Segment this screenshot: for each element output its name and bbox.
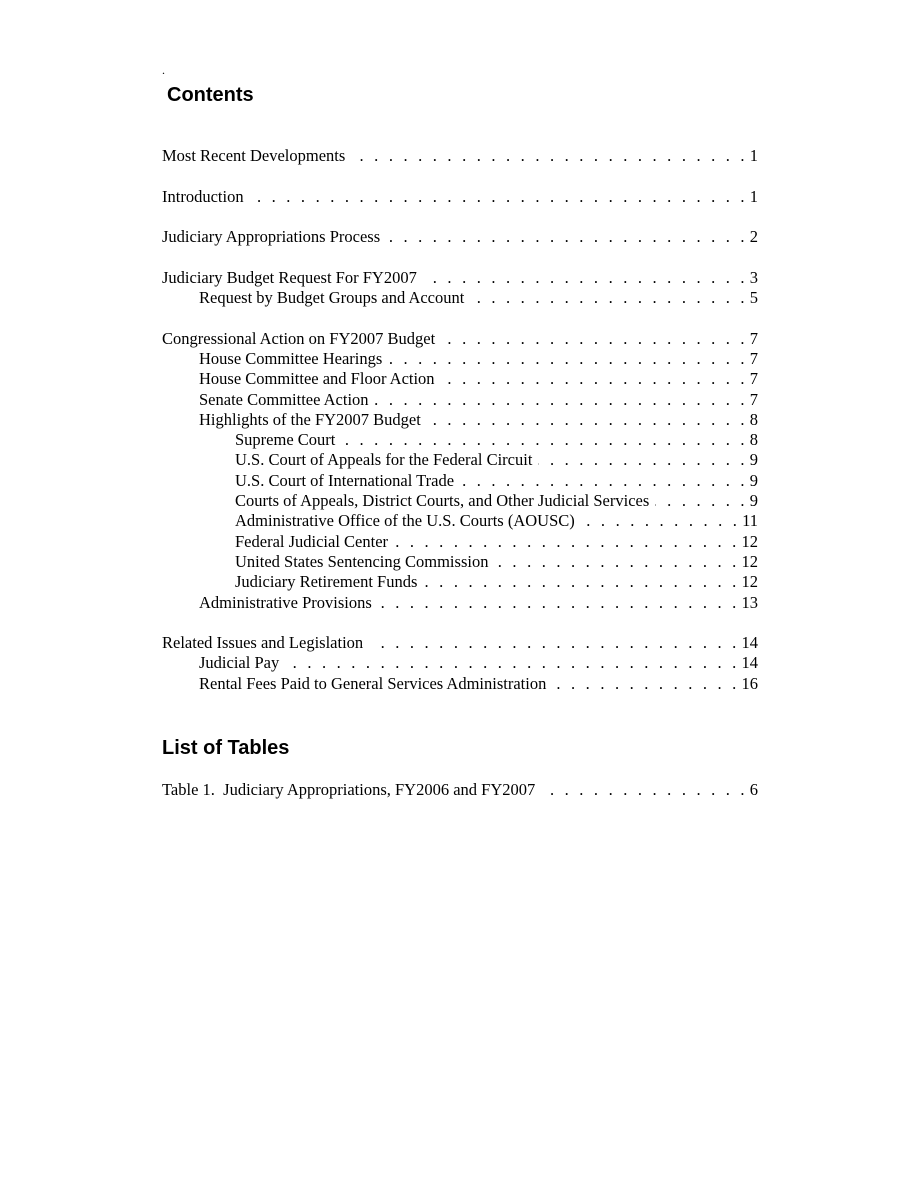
- toc-entry-federal-judicial-center[interactable]: [162, 532, 758, 552]
- dot-leader: [552, 674, 739, 694]
- toc-entry-judicial-pay[interactable]: [162, 653, 758, 673]
- dot-leader: [541, 780, 747, 800]
- toc-entry-retirement-funds[interactable]: [162, 572, 758, 592]
- toc-entry-judiciary-appropriations-process[interactable]: [162, 227, 758, 247]
- dot-leader: [378, 593, 740, 613]
- toc-entry-title: Judicial Pay: [199, 653, 280, 673]
- toc-entry-page: 8: [749, 409, 758, 429]
- toc-entry-title: Judiciary Retirement Funds: [235, 572, 418, 592]
- toc-entry-page: 12: [741, 572, 758, 592]
- toc-entry-page: 5: [749, 288, 758, 308]
- toc-entry-page: 12: [741, 531, 758, 551]
- list-of-tables: [162, 780, 758, 800]
- dot-leader: [441, 329, 748, 349]
- toc-entry-page: 7: [749, 328, 758, 348]
- dot-leader: [494, 552, 739, 572]
- toc-entry-sentencing-commission[interactable]: [162, 552, 758, 572]
- toc-entry-international-trade[interactable]: [162, 471, 758, 491]
- toc-entry-page: 9: [749, 491, 758, 511]
- toc-entry-title: Judiciary Budget Request For FY2007: [162, 267, 417, 287]
- dot-leader: [441, 369, 748, 389]
- toc-entry-title: Congressional Action on FY2007 Budget: [162, 328, 436, 348]
- toc-entry-federal-circuit[interactable]: [162, 450, 758, 470]
- dot-leader: [538, 450, 747, 470]
- toc-entry-title: Introduction: [162, 186, 244, 206]
- toc-entry-title: Most Recent Developments: [162, 146, 346, 165]
- toc-entry-highlights-fy2007[interactable]: [162, 410, 758, 430]
- dot-leader: [351, 146, 747, 166]
- dot-leader: [423, 268, 748, 288]
- table-entry-table-1[interactable]: [162, 780, 758, 800]
- toc-entry-house-committee-floor-action[interactable]: [162, 369, 758, 389]
- toc-entry-title: U.S. Court of International Trade: [235, 470, 455, 490]
- toc-entry-title: House Committee Hearings: [199, 348, 383, 368]
- toc-entry-page: 16: [741, 673, 758, 693]
- dot-leader: [427, 410, 748, 430]
- dot-leader: [375, 390, 748, 410]
- dot-leader: [341, 430, 747, 450]
- list-of-tables-heading: List of Tables: [162, 737, 290, 759]
- table-entry-title: Table 1. Judiciary Appropriations, FY2006 and FY2007: [162, 780, 536, 799]
- dot-leader: [394, 532, 739, 552]
- toc-entry-title: Related Issues and Legislation: [162, 633, 364, 653]
- toc-entry-aousc[interactable]: [162, 511, 758, 531]
- toc-entry-title: Administrative Office of the U.S. Courts (AOUSC): [235, 511, 575, 531]
- toc-entry-title: United States Sentencing Commission: [235, 551, 489, 571]
- toc-entry-administrative-provisions[interactable]: [162, 593, 758, 613]
- toc-entry-supreme-court[interactable]: [162, 430, 758, 450]
- toc-entry-title: Supreme Court: [235, 430, 336, 450]
- dot-leader: [423, 572, 739, 592]
- table-entry-page: 6: [749, 780, 758, 799]
- toc-entry-page: 14: [741, 653, 758, 673]
- toc-entry-page: 2: [749, 227, 758, 247]
- toc-entry-page: 8: [749, 430, 758, 450]
- dot-leader: [581, 511, 740, 531]
- toc-entry-title: Senate Committee Action: [199, 389, 369, 409]
- toc-entry-title: House Committee and Floor Action: [199, 369, 435, 389]
- toc-entry-page: 7: [749, 369, 758, 389]
- toc-entry-rental-fees[interactable]: [162, 674, 758, 694]
- toc-entry-judiciary-budget-request[interactable]: [162, 268, 758, 288]
- toc-entry-senate-committee-action[interactable]: [162, 390, 758, 410]
- toc-entry-page: 9: [749, 470, 758, 490]
- toc-entry-page: 11: [742, 511, 758, 531]
- toc-entry-title: Request by Budget Groups and Account: [199, 288, 465, 308]
- toc-entry-title: Federal Judicial Center: [235, 531, 389, 551]
- dot-leader: [460, 471, 748, 491]
- dot-leader: [250, 187, 748, 207]
- dot-leader: [386, 227, 748, 247]
- dot-leader: [655, 491, 747, 511]
- dot-leader: [470, 288, 747, 308]
- toc-entry-title: U.S. Court of Appeals for the Federal Circuit: [235, 450, 533, 470]
- toc-entry-introduction[interactable]: [162, 187, 758, 207]
- contents-heading: Contents: [167, 84, 254, 106]
- toc-entry-title: Courts of Appeals, District Courts, and Other Judicial Services: [235, 491, 650, 511]
- toc-entry-page: 12: [741, 551, 758, 571]
- toc-entry-most-recent-developments[interactable]: [162, 146, 758, 166]
- toc-entry-title: Judiciary Appropriations Process: [162, 227, 381, 247]
- toc-entry-related-issues[interactable]: [162, 633, 758, 653]
- toc-entry-page: 7: [749, 389, 758, 409]
- dot-leader: [369, 633, 739, 653]
- toc-entry-page: 7: [749, 348, 758, 368]
- toc-entry-title: Administrative Provisions: [199, 592, 372, 612]
- dot-leader: [285, 653, 739, 673]
- dot-leader: [388, 349, 747, 369]
- page-marker: .: [162, 63, 165, 77]
- toc-entry-page: 1: [749, 186, 758, 206]
- toc-entry-page: 1: [749, 146, 758, 165]
- table-of-contents: [162, 146, 758, 694]
- toc-entry-house-committee-hearings[interactable]: [162, 349, 758, 369]
- toc-entry-page: 13: [741, 592, 758, 612]
- toc-entry-title: Highlights of the FY2007 Budget: [199, 409, 421, 429]
- toc-entry-page: 9: [749, 450, 758, 470]
- toc-entry-page: 14: [741, 633, 758, 653]
- toc-entry-page: 3: [749, 267, 758, 287]
- toc-entry-courts-of-appeals[interactable]: [162, 491, 758, 511]
- toc-entry-title: Rental Fees Paid to General Services Administration: [199, 673, 547, 693]
- toc-entry-congressional-action[interactable]: [162, 329, 758, 349]
- toc-entry-request-by-budget-groups[interactable]: [162, 288, 758, 308]
